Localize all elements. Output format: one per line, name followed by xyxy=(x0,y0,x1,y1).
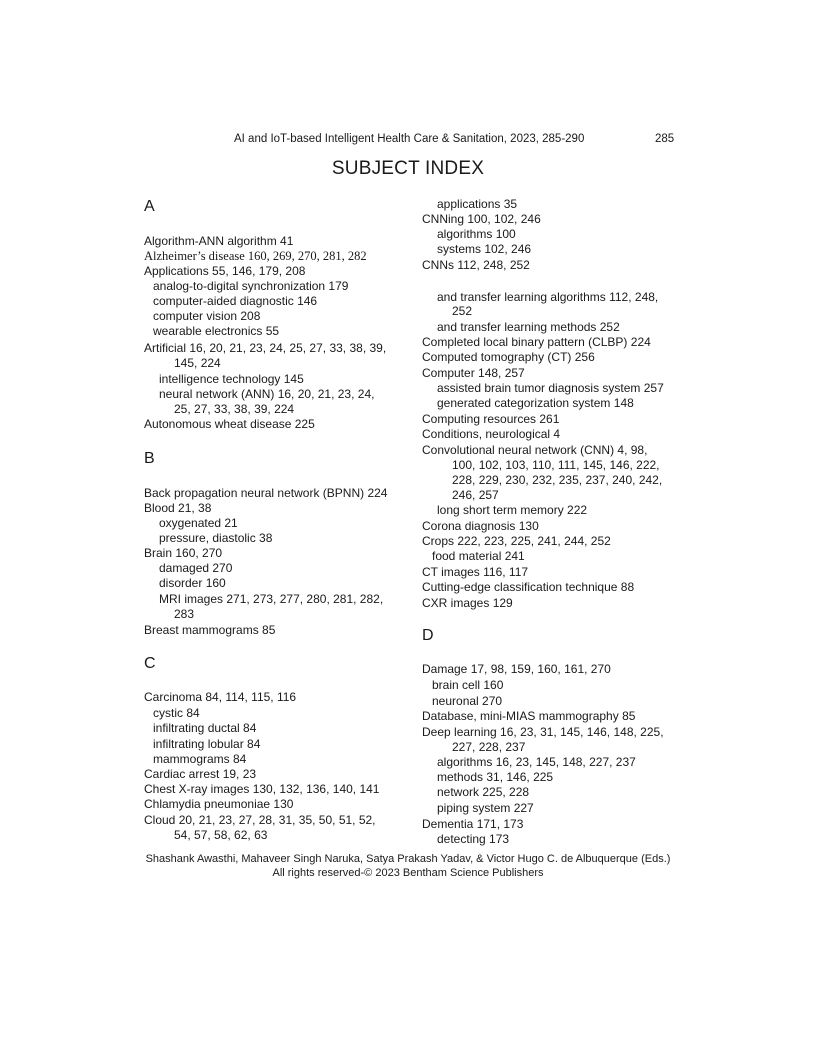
index-entry: Cloud 20, 21, 23, 27, 28, 31, 35, 50, 51, 52, xyxy=(144,813,376,827)
index-entry: generated categorization system 148 xyxy=(437,396,634,410)
index-entry: network 225, 228 xyxy=(437,785,530,799)
index-entry: CT images 116, 117 xyxy=(422,565,529,579)
index-entry: 227, 228, 237 xyxy=(452,740,526,754)
index-entry: 100, 102, 103, 110, 111, 145, 146, 222, xyxy=(452,458,660,472)
index-entry: methods 31, 146, 225 xyxy=(437,770,554,784)
index-entry: applications 35 xyxy=(437,197,518,211)
index-entry: intelligence technology 145 xyxy=(159,372,304,386)
section-letter: B xyxy=(144,450,155,467)
index-entry: Blood 21, 38 xyxy=(144,501,212,515)
index-entry: infiltrating lobular 84 xyxy=(153,737,261,751)
index-entry: Applications 55, 146, 179, 208 xyxy=(144,264,306,278)
index-entry: piping system 227 xyxy=(437,801,534,815)
index-entry: and transfer learning methods 252 xyxy=(437,320,620,334)
index-entry: Back propagation neural network (BPNN) 224 xyxy=(144,486,388,500)
index-entry: cystic 84 xyxy=(153,706,200,720)
index-entry: Crops 222, 223, 225, 241, 244, 252 xyxy=(422,534,611,548)
index-entry: Cutting-edge classification technique 88 xyxy=(422,580,635,594)
index-entry: 228, 229, 230, 232, 235, 237, 240, 242, xyxy=(452,473,663,487)
index-entry: Cardiac arrest 19, 23 xyxy=(144,767,257,781)
page-number: 285 xyxy=(655,133,675,145)
index-entry: Computed tomography (CT) 256 xyxy=(422,350,595,364)
index-entry: Brain 160, 270 xyxy=(144,546,223,560)
index-entry: MRI images 271, 273, 277, 280, 281, 282, xyxy=(159,592,384,606)
index-entry: infiltrating ductal 84 xyxy=(153,721,257,735)
index-entry: and transfer learning algorithms 112, 248, xyxy=(437,290,659,304)
index-entry: Convolutional neural network (CNN) 4, 98, xyxy=(422,443,648,457)
section-letter: D xyxy=(422,627,434,644)
index-entry: neuronal 270 xyxy=(432,694,503,708)
index-entry: brain cell 160 xyxy=(432,678,504,692)
running-title: AI and IoT-based Intelligent Health Care & Sanitation, 2023, 285-290 xyxy=(234,133,585,145)
index-entry: long short term memory 222 xyxy=(437,503,588,517)
index-entry: algorithms 16, 23, 145, 148, 227, 237 xyxy=(437,755,636,769)
index-entry: wearable electronics 55 xyxy=(153,324,280,338)
index-entry: 54, 57, 58, 62, 63 xyxy=(174,828,268,842)
index-entry: algorithms 100 xyxy=(437,227,516,241)
index-entry: 246, 257 xyxy=(452,488,499,502)
index-entry: 25, 27, 33, 38, 39, 224 xyxy=(174,402,295,416)
index-entry: CNNing 100, 102, 246 xyxy=(422,212,541,226)
footer-editors: Shashank Awasthi, Mahaveer Singh Naruka, Satya Prakash Yadav, & Victor Hugo C. de Albuquerque (Eds.) xyxy=(145,853,671,865)
index-entry: mammograms 84 xyxy=(153,752,247,766)
index-entry: Completed local binary pattern (CLBP) 224 xyxy=(422,335,651,349)
page-title: SUBJECT INDEX xyxy=(331,158,485,179)
index-entry: neural network (ANN) 16, 20, 21, 23, 24, xyxy=(159,387,375,401)
index-entry: Computing resources 261 xyxy=(422,412,560,426)
index-entry: Carcinoma 84, 114, 115, 116 xyxy=(144,690,297,704)
index-entry: Alzheimer’s disease 160, 269, 270, 281, 282 xyxy=(144,249,367,263)
footer-rights: All rights reserved-© 2023 Bentham Science Publishers xyxy=(272,867,544,879)
index-entry: Damage 17, 98, 159, 160, 161, 270 xyxy=(422,662,611,676)
index-entry: Deep learning 16, 23, 31, 145, 146, 148, 225, xyxy=(422,725,664,739)
index-entry: Algorithm-ANN algorithm 41 xyxy=(144,234,294,248)
index-entry: 283 xyxy=(174,607,195,621)
index-entry: Computer 148, 257 xyxy=(422,366,525,380)
index-entry: Dementia 171, 173 xyxy=(422,817,524,831)
index-entry: assisted brain tumor diagnosis system 257 xyxy=(437,381,664,395)
index-entry: Chest X-ray images 130, 132, 136, 140, 141 xyxy=(144,782,380,796)
index-entry: Artificial 16, 20, 21, 23, 24, 25, 27, 33, 38, 39, xyxy=(144,341,387,355)
index-entry: disorder 160 xyxy=(159,576,226,590)
index-entry: Conditions, neurological 4 xyxy=(422,427,561,441)
index-entry: Breast mammograms 85 xyxy=(144,623,276,637)
index-entry: Database, mini-MIAS mammography 85 xyxy=(422,709,636,723)
index-entry: 145, 224 xyxy=(174,356,221,370)
index-entry: damaged 270 xyxy=(159,561,233,575)
index-entry: analog-to-digital synchronization 179 xyxy=(153,279,349,293)
section-letter: A xyxy=(144,198,155,215)
index-entry: computer vision 208 xyxy=(153,309,261,323)
index-entry: detecting 173 xyxy=(437,832,510,846)
index-entry: food material 241 xyxy=(432,549,525,563)
index-entry: CXR images 129 xyxy=(422,596,513,610)
index-entry: computer-aided diagnostic 146 xyxy=(153,294,318,308)
index-entry: 252 xyxy=(452,304,473,318)
index-entry: Autonomous wheat disease 225 xyxy=(144,417,315,431)
index-entry: CNNs 112, 248, 252 xyxy=(422,258,530,272)
section-letter: C xyxy=(144,655,156,672)
index-entry: Chlamydia pneumoniae 130 xyxy=(144,797,294,811)
index-entry: pressure, diastolic 38 xyxy=(159,531,273,545)
index-entry: oxygenated 21 xyxy=(159,516,238,530)
index-entry: systems 102, 246 xyxy=(437,242,532,256)
index-entry: Corona diagnosis 130 xyxy=(422,519,539,533)
